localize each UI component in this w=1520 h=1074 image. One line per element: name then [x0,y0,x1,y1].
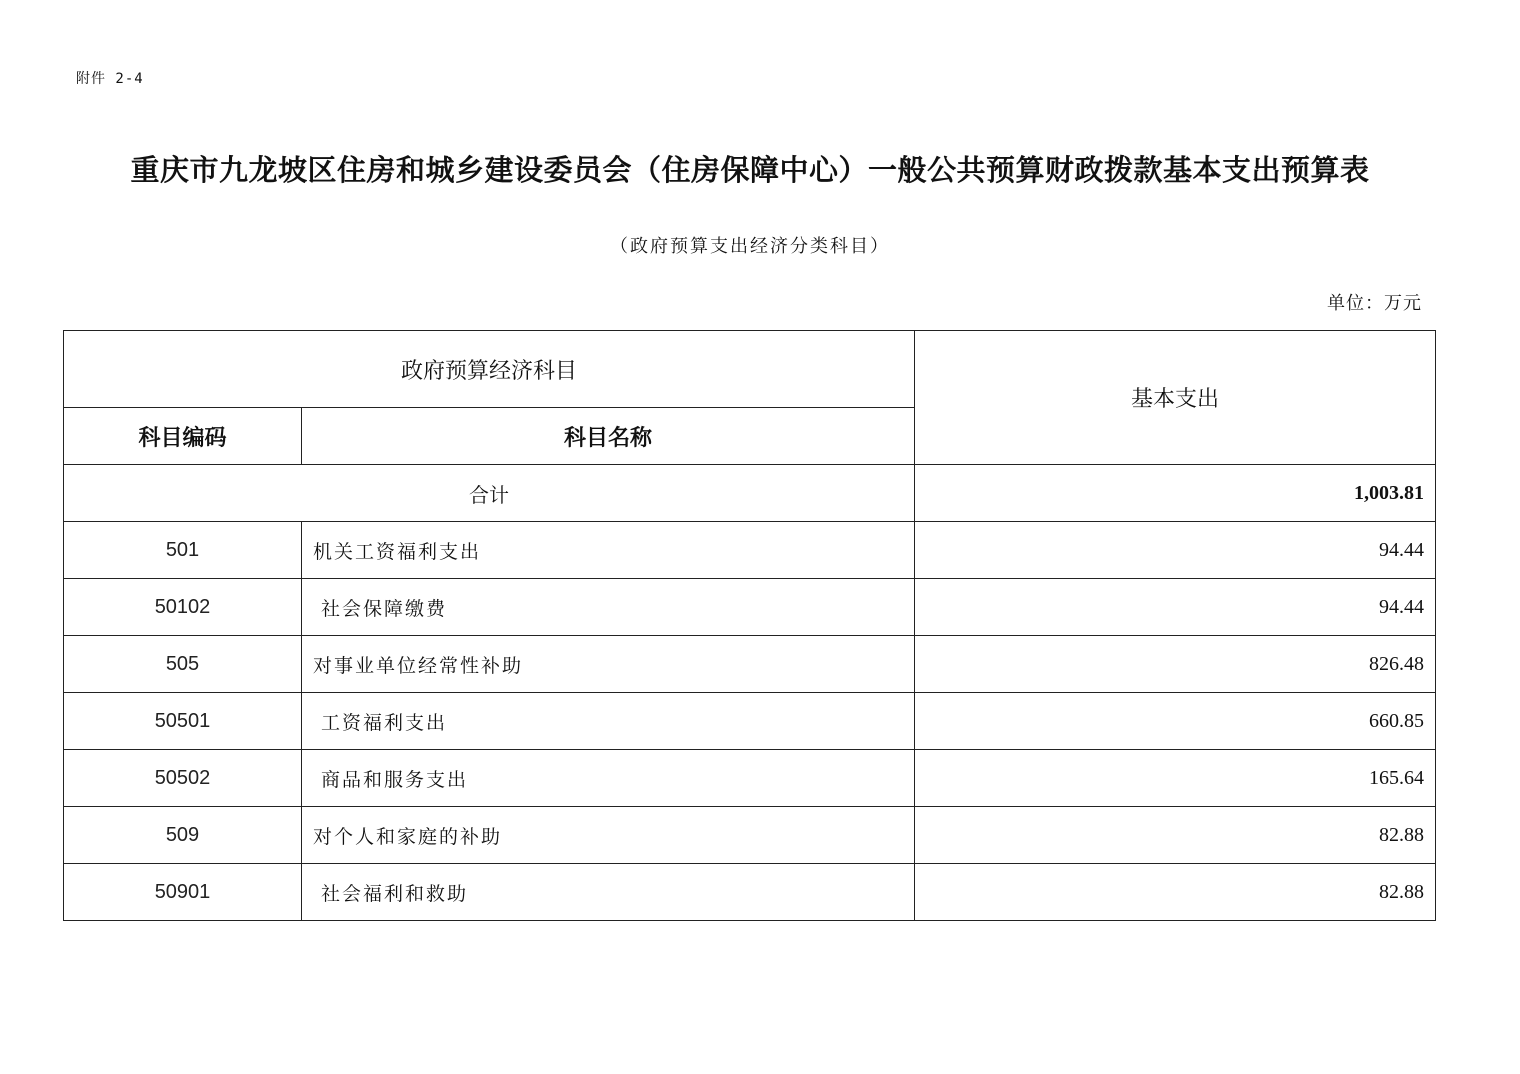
page-title: 重庆市九龙坡区住房和城乡建设委员会（住房保障中心）一般公共预算财政拨款基本支出预算表 [130,153,1370,187]
subject-code: 501 [64,522,302,579]
table-row [64,579,1436,636]
table-row [64,864,1436,921]
subject-code: 505 [64,636,302,693]
basic-expenditure-amount: 82.88 [915,864,1436,921]
table-row [64,807,1436,864]
subject-name: 社会保障缴费 [302,579,915,636]
basic-expenditure-amount: 94.44 [915,579,1436,636]
subject-name: 商品和服务支出 [302,750,915,807]
total-row [64,465,1436,522]
subject-name: 社会福利和救助 [302,864,915,921]
table-row [64,522,1436,579]
subject-code: 509 [64,807,302,864]
header-basic-expenditure: 基本支出 [915,331,1436,465]
table-row [64,750,1436,807]
subject-code: 50501 [64,693,302,750]
basic-expenditure-amount: 826.48 [915,636,1436,693]
subject-code: 50502 [64,750,302,807]
header-economic-subject: 政府预算经济科目 [64,331,915,408]
unit-label: 单位：万元 [1327,293,1422,314]
subject-name: 对事业单位经常性补助 [302,636,915,693]
subject-name: 对个人和家庭的补助 [302,807,915,864]
subject-code: 50901 [64,864,302,921]
basic-expenditure-amount: 94.44 [915,522,1436,579]
page-subtitle: （政府预算支出经济分类科目） [610,236,890,257]
total-value: 1,003.81 [915,465,1436,522]
subject-name: 工资福利支出 [302,693,915,750]
table-row [64,636,1436,693]
attachment-label: 附件 2-4 [76,71,144,87]
budget-table [63,330,1436,921]
basic-expenditure-amount: 165.64 [915,750,1436,807]
header-subject-code: 科目编码 [64,408,302,465]
basic-expenditure-amount: 660.85 [915,693,1436,750]
subject-name: 机关工资福利支出 [302,522,915,579]
total-label: 合计 [64,465,915,522]
table-row [64,693,1436,750]
subject-code: 50102 [64,579,302,636]
basic-expenditure-amount: 82.88 [915,807,1436,864]
table-header-row [64,331,1436,408]
header-subject-name: 科目名称 [302,408,915,465]
